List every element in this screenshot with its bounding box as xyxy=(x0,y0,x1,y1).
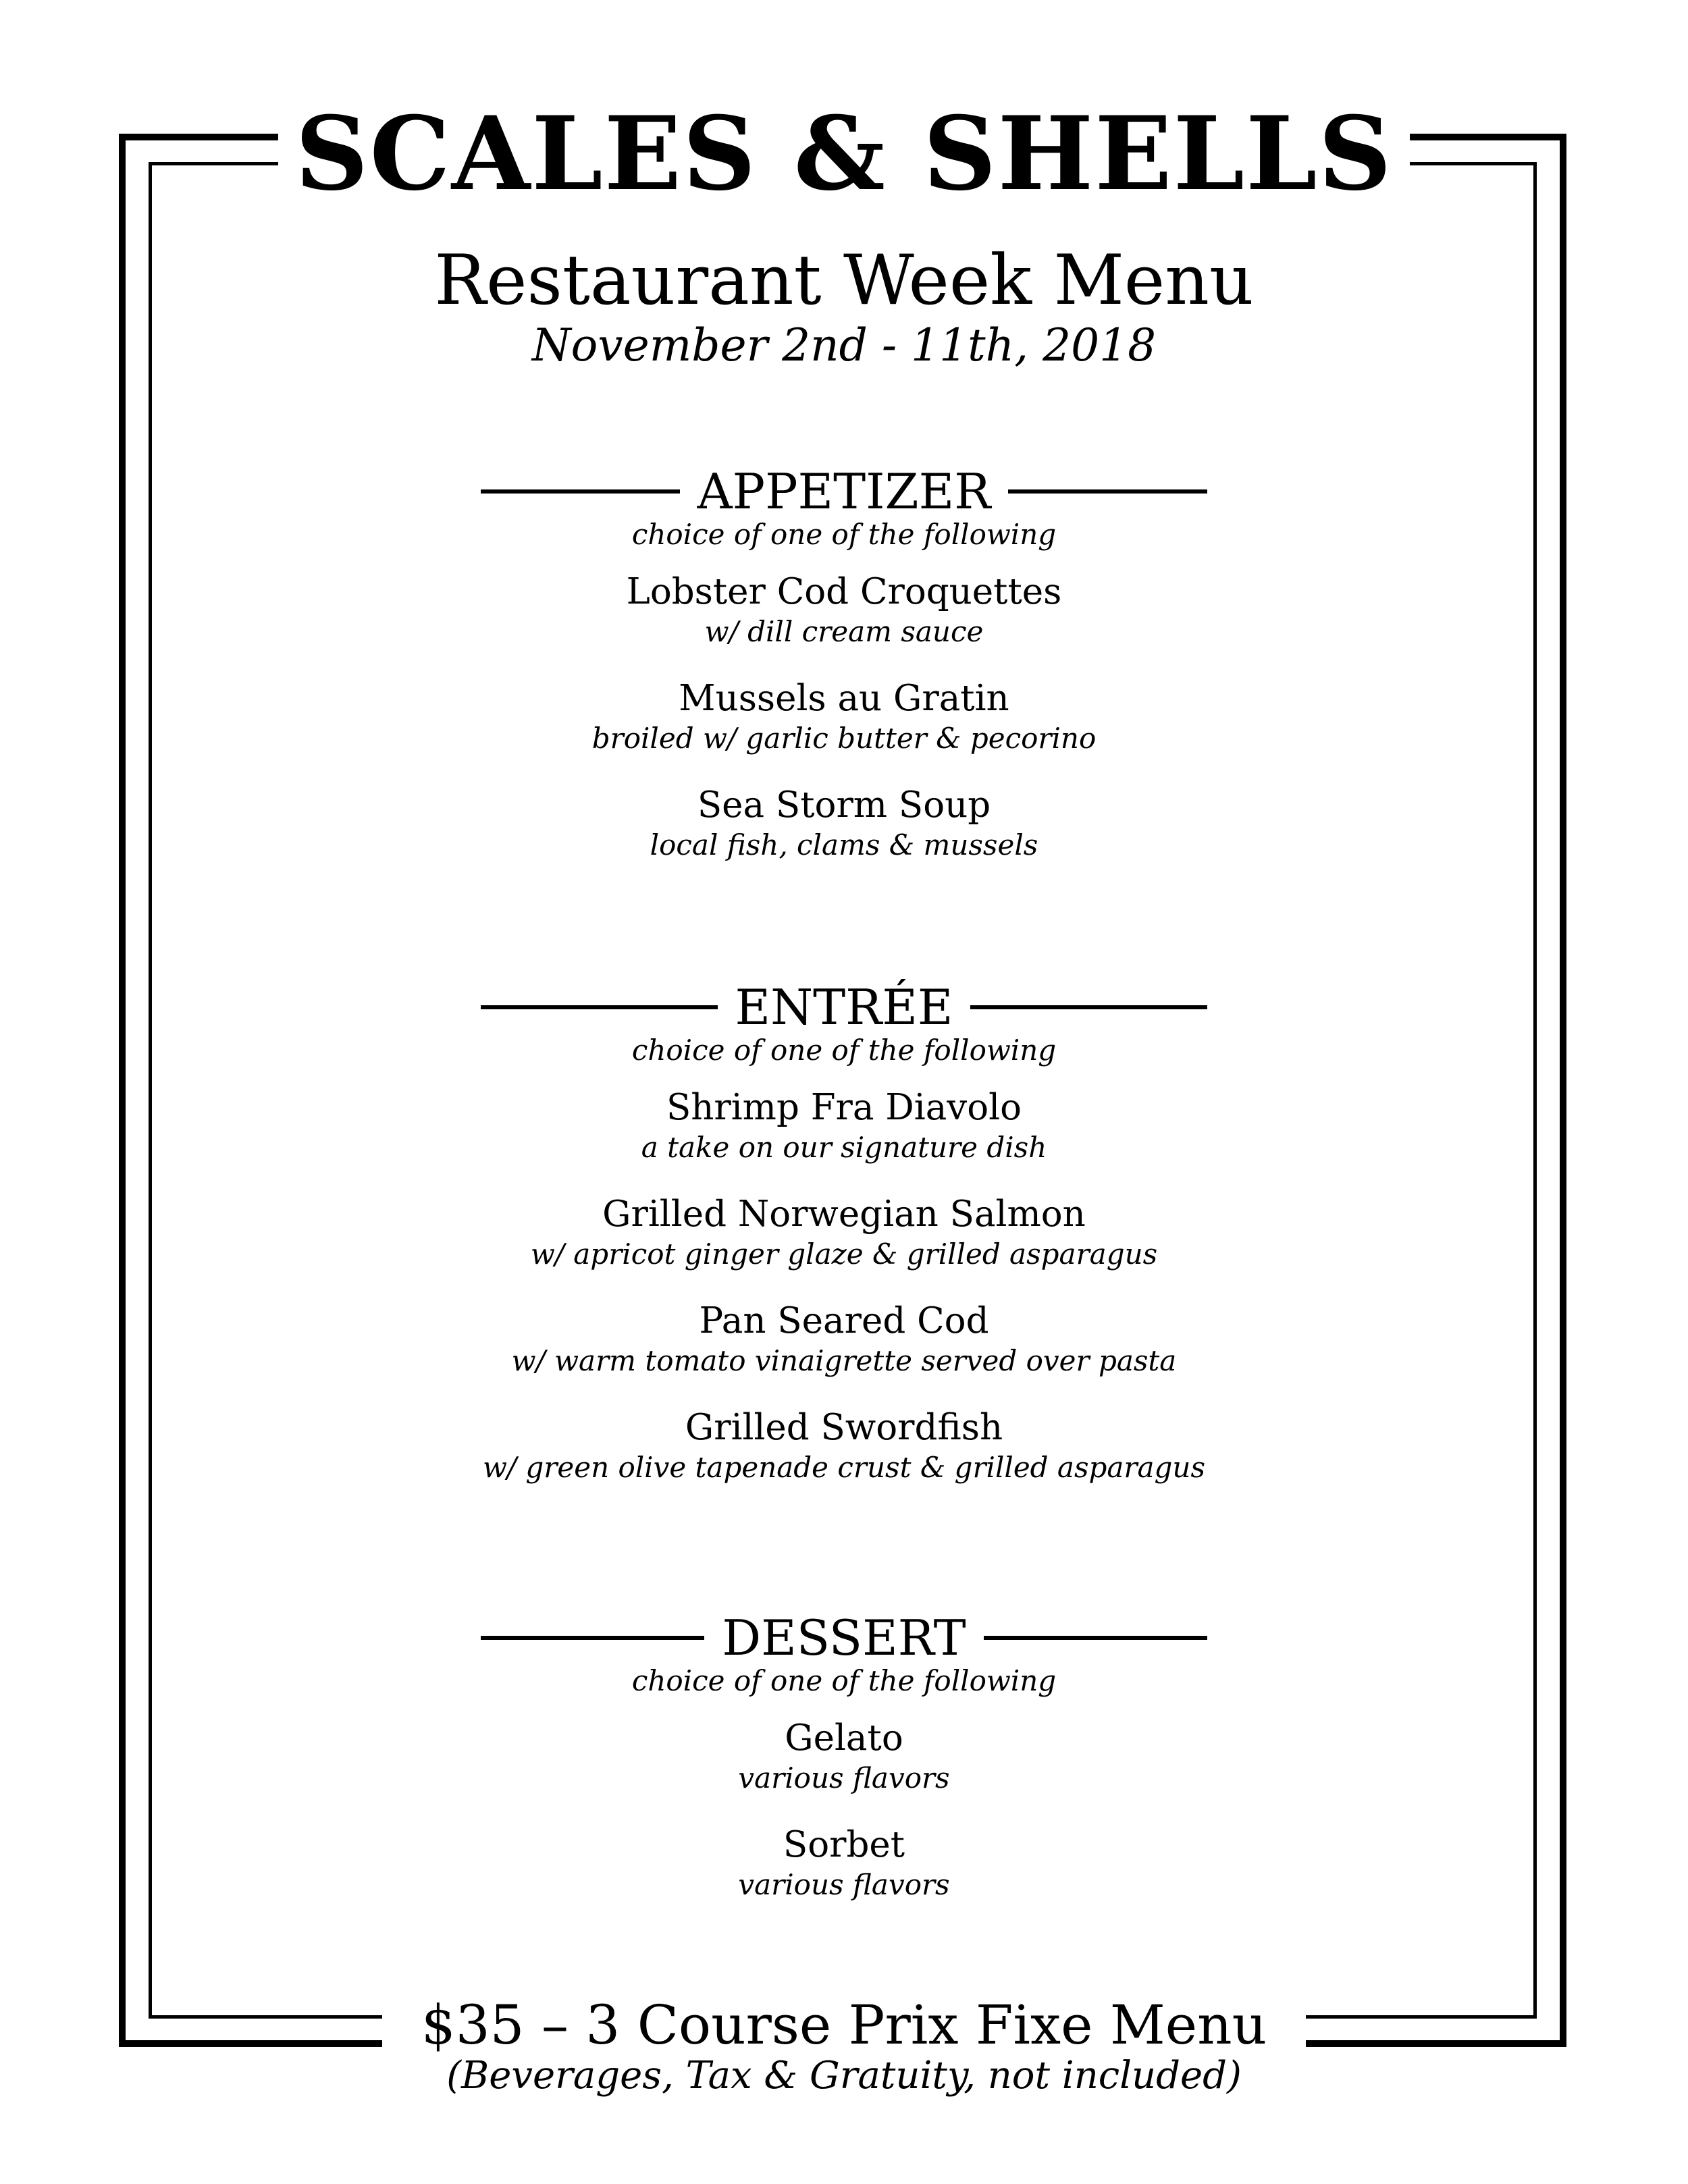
menu-item-description: broiled w/ garlic butter & pecorino xyxy=(591,722,1097,755)
menu-item-name: Shrimp Fra Diavolo xyxy=(666,1087,1022,1128)
section-header-appetizer xyxy=(481,463,1207,520)
section-header-dessert xyxy=(481,1609,1207,1666)
menu-item-name: Grilled Swordfish xyxy=(685,1407,1003,1448)
menu-item-description: w/ dill cream sauce xyxy=(704,615,984,648)
menu-item-description: local fish, clams & mussels xyxy=(650,828,1038,861)
menu-item-name: Sorbet xyxy=(783,1824,905,1865)
section-choice-note: choice of one of the following xyxy=(631,1664,1057,1697)
menu-item-name: Grilled Norwegian Salmon xyxy=(602,1194,1086,1235)
menu-item-name: Pan Seared Cod xyxy=(699,1300,989,1341)
section-choice-note: choice of one of the following xyxy=(631,518,1057,551)
menu-item-description: w/ green olive tapenade crust & grilled asparagus xyxy=(482,1451,1206,1484)
section-header-entree xyxy=(481,979,1207,1036)
section-heading: ENTRÉE xyxy=(735,979,953,1036)
menu-item-description: w/ warm tomato vinaigrette served over pasta xyxy=(511,1344,1177,1377)
divider-rule-right xyxy=(970,1005,1207,1009)
divider-rule-left xyxy=(481,489,680,494)
menu-item-name: Gelato xyxy=(785,1717,903,1759)
divider-rule-left xyxy=(481,1005,718,1009)
menu-item-description: w/ apricot ginger glaze & grilled asparagus xyxy=(530,1237,1158,1271)
price-exclusions-note: (Beverages, Tax & Gratuity, not included) xyxy=(446,2054,1242,2098)
restaurant-name: SCALES & SHELLS xyxy=(295,95,1393,213)
menu-item-name: Sea Storm Soup xyxy=(697,784,991,826)
menu-item-description: various flavors xyxy=(738,1761,950,1794)
prix-fixe-price: $35 – 3 Course Prix Fixe Menu xyxy=(421,1994,1267,2056)
menu-item-description: a take on our signature dish xyxy=(641,1131,1047,1164)
divider-rule-left xyxy=(481,1636,704,1640)
section-heading: DESSERT xyxy=(722,1609,966,1666)
menu-dates: November 2nd - 11th, 2018 xyxy=(531,319,1157,371)
menu-item-description: various flavors xyxy=(738,1868,950,1901)
section-choice-note: choice of one of the following xyxy=(631,1034,1057,1067)
menu-item-name: Lobster Cod Croquettes xyxy=(626,571,1062,612)
divider-rule-right xyxy=(984,1636,1207,1640)
divider-rule-right xyxy=(1008,489,1207,494)
menu-title: Restaurant Week Menu xyxy=(434,240,1254,321)
menu-item-name: Mussels au Gratin xyxy=(679,678,1009,719)
section-heading: APPETIZER xyxy=(697,463,991,520)
